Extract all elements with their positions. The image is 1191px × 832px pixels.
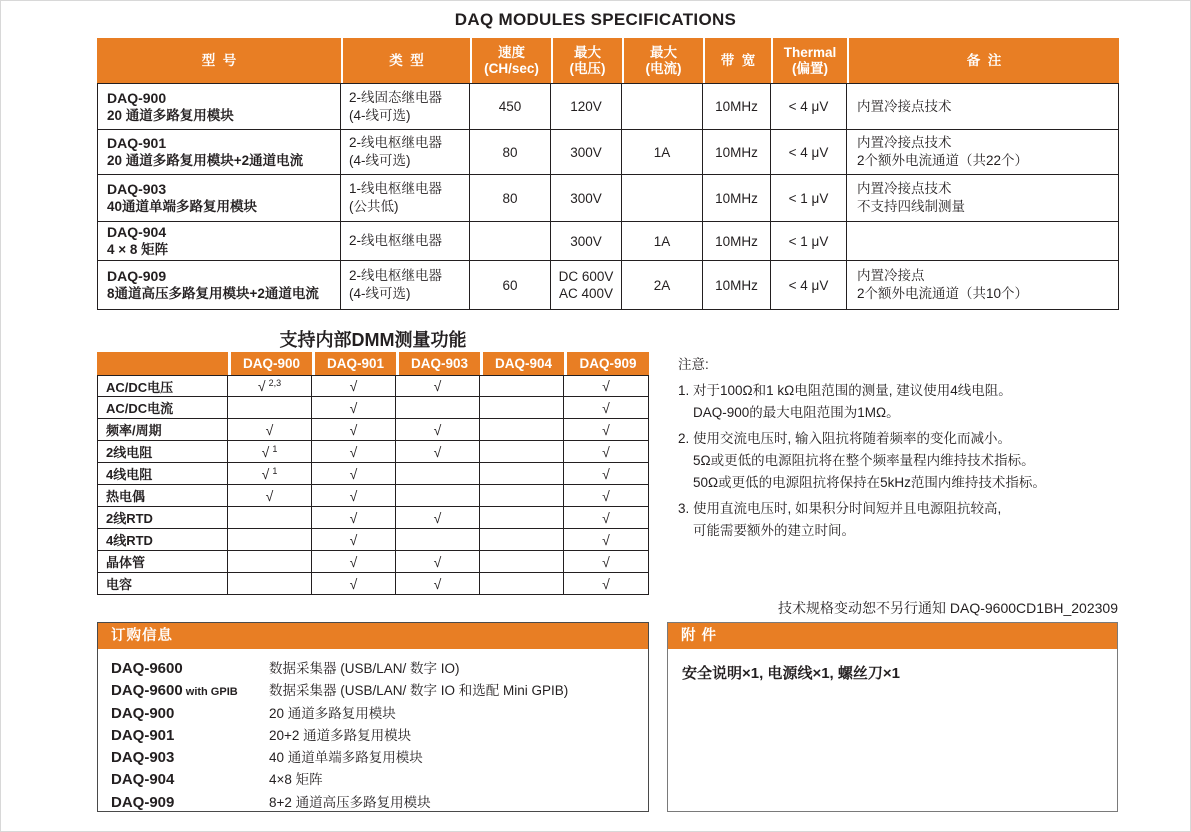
dmm-function-label: AC/DC电流	[97, 397, 228, 419]
remark-line: 不支持四线制测量	[857, 199, 965, 214]
relay-type-line: 2-线电枢继电器	[349, 268, 443, 283]
check-mark: √	[602, 531, 610, 548]
remark-line: 内置冷接点技术	[857, 181, 952, 196]
model-name: DAQ-903	[107, 181, 167, 197]
speed-cell: 60	[470, 261, 551, 310]
dmm-row	[97, 551, 649, 573]
dmm-check-cell	[312, 463, 396, 485]
order-description: 数据采集器 (USB/LAN/ 数字 IO)	[269, 661, 460, 676]
spec-column-header-line: 速度	[498, 44, 525, 60]
model-description: 20 通道多路复用模块+2通道电流	[107, 153, 304, 168]
dmm-column-header: DAQ-901	[312, 352, 396, 375]
order-model-name: DAQ-9600	[111, 660, 183, 677]
max-current-cell: 2A	[622, 261, 703, 310]
order-model-name: DAQ-909	[111, 793, 175, 811]
spec-column-header	[771, 38, 847, 83]
ordering-info-box	[97, 622, 649, 812]
spec-row	[97, 222, 1119, 261]
spec-column-header-line: 型 号	[201, 52, 237, 68]
order-model-name: DAQ-903	[111, 749, 175, 767]
model-name: DAQ-901	[107, 135, 167, 151]
dmm-table-title: 支持内部DMM测量功能	[279, 330, 467, 350]
dmm-check-cell	[396, 397, 480, 419]
dmm-function-label: 电容	[97, 573, 228, 595]
dmm-check-cell	[228, 463, 312, 485]
thermal-cell: < 4 μV	[771, 130, 847, 175]
order-item	[111, 791, 648, 813]
dmm-check-cell	[396, 551, 480, 573]
dmm-check-cell	[480, 485, 564, 507]
relay-type-line: 2-线电枢继电器	[349, 233, 443, 248]
remark-line: 内置冷接点	[857, 268, 925, 283]
bandwidth-cell: 10MHz	[703, 175, 771, 222]
dmm-check-cell	[312, 485, 396, 507]
thermal-cell: < 1 μV	[771, 222, 847, 261]
check-mark: √	[433, 575, 442, 592]
order-description: 40 通道单端多路复用模块	[269, 750, 423, 766]
relay-type-line: (4-线可选)	[349, 107, 411, 123]
check-mark: √	[433, 553, 442, 570]
spec-column-header	[341, 38, 470, 83]
check-mark: √	[602, 399, 610, 416]
order-item	[111, 657, 648, 679]
remarks-cell	[847, 222, 1119, 261]
relay-type-cell	[341, 175, 470, 222]
model-cell	[97, 130, 341, 175]
relay-type-line: 2-线电枢继电器	[349, 135, 443, 150]
spec-column-header-line: (电压)	[569, 60, 606, 76]
check-mark: √	[602, 487, 610, 504]
max-voltage-line: 300V	[570, 144, 602, 160]
spec-column-header	[551, 38, 622, 83]
dmm-function-label: 晶体管	[97, 551, 228, 573]
spec-row	[97, 261, 1119, 310]
spec-column-header-line: Thermal	[783, 44, 837, 60]
check-mark: √	[349, 443, 358, 460]
relay-type-line: (4-线可选)	[349, 286, 411, 301]
check-mark: √	[265, 487, 274, 504]
remarks-cell	[847, 83, 1119, 130]
order-item	[111, 702, 648, 724]
bandwidth-cell: 10MHz	[703, 222, 771, 261]
dmm-check-cell	[312, 573, 396, 595]
spec-column-header	[622, 38, 703, 83]
spec-column-header-line: 最大	[574, 44, 601, 60]
speed-cell: 450	[470, 83, 551, 130]
dmm-check-cell	[564, 375, 649, 397]
check-mark: √	[265, 421, 274, 438]
relay-type-cell	[341, 83, 470, 130]
check-mark: √	[433, 421, 442, 438]
relay-type-line: 2-线固态继电器	[349, 89, 443, 105]
dmm-check-cell	[228, 507, 312, 529]
note-line: 50Ω或更低的电源阻抗将保持在5kHz范围内维持技术指标。	[693, 475, 1046, 490]
order-item	[111, 746, 648, 768]
model-description: 4 × 8 矩阵	[107, 242, 169, 257]
check-mark: √	[602, 509, 610, 526]
dmm-function-label: 4线电阻	[97, 463, 228, 485]
check-mark: √	[602, 421, 610, 438]
accessories-header: 附 件	[668, 623, 1117, 649]
check-mark: √	[433, 509, 442, 526]
dmm-check-cell	[228, 551, 312, 573]
order-model	[111, 794, 269, 812]
note-item	[678, 498, 1130, 542]
dmm-row	[97, 507, 649, 529]
spec-table-header	[97, 38, 1119, 83]
dmm-row	[97, 485, 649, 507]
dmm-check-cell	[480, 507, 564, 529]
dmm-corner-cell	[97, 352, 228, 375]
spec-row	[97, 83, 1119, 130]
remarks-cell	[847, 261, 1119, 310]
spec-row	[97, 175, 1119, 222]
order-item	[111, 679, 648, 701]
max-voltage-line: DC 600V	[558, 269, 614, 284]
relay-type-cell	[341, 222, 470, 261]
spec-column-header-line: (CH/sec)	[484, 60, 539, 76]
check-mark: √	[433, 378, 442, 394]
daq-spec-table	[97, 38, 1119, 310]
dmm-column-header: DAQ-903	[396, 352, 480, 375]
dmm-check-cell	[312, 507, 396, 529]
dmm-row	[97, 463, 649, 485]
check-footnote: 2,3	[268, 378, 282, 388]
spec-column-header-line: (电流)	[645, 60, 682, 76]
dmm-function-label: 热电偶	[97, 485, 228, 507]
dmm-column-header: DAQ-904	[480, 352, 564, 375]
check-mark: √	[602, 465, 610, 482]
dmm-function-label: 频率/周期	[97, 419, 228, 441]
check-mark: √	[602, 575, 610, 592]
check-mark: √	[349, 531, 358, 548]
order-model-suffix: with GPIB	[182, 686, 238, 699]
check-mark: √	[602, 378, 610, 394]
order-model-name: DAQ-900	[111, 704, 175, 722]
check-mark: √	[349, 575, 358, 592]
model-cell	[97, 83, 341, 130]
note-item	[678, 380, 1130, 424]
check-mark: √	[261, 443, 270, 460]
dmm-check-cell	[396, 573, 480, 595]
check-mark: √	[349, 465, 358, 482]
dmm-check-cell	[312, 419, 396, 441]
dmm-check-cell	[312, 375, 396, 397]
dmm-check-cell	[480, 463, 564, 485]
dmm-check-cell	[480, 375, 564, 397]
speed-cell: 80	[470, 175, 551, 222]
max-voltage-cell	[551, 83, 622, 130]
order-description: 20+2 通道多路复用模块	[269, 727, 412, 743]
remark-line: 2个额外电流通道（共10个）	[857, 286, 1029, 301]
spec-column-header	[97, 38, 341, 83]
spec-column-header-line: 备 注	[966, 52, 1002, 68]
model-cell	[97, 222, 341, 261]
dmm-function-label: 2线电阻	[97, 441, 228, 463]
dmm-check-cell	[480, 441, 564, 463]
spec-column-header	[470, 38, 551, 83]
speed-cell: 80	[470, 130, 551, 175]
dmm-function-label: 2线RTD	[97, 507, 228, 529]
spec-column-header-line: 带 宽	[720, 52, 756, 68]
dmm-check-cell	[396, 529, 480, 551]
check-footnote: 1	[272, 443, 278, 454]
spec-column-header	[847, 38, 1119, 83]
relay-type-line: (4-线可选)	[349, 153, 411, 168]
dmm-check-cell	[564, 573, 649, 595]
dmm-column-header: DAQ-900	[228, 352, 312, 375]
spec-column-header-line: 最大	[650, 44, 677, 60]
dmm-check-cell	[480, 397, 564, 419]
model-cell	[97, 261, 341, 310]
dmm-check-cell	[228, 485, 312, 507]
check-mark: √	[349, 509, 358, 526]
remark-line: 内置冷接点技术	[857, 135, 952, 150]
order-model	[111, 727, 269, 745]
max-voltage-cell	[551, 175, 622, 222]
accessories-content: 安全说明×1, 电源线×1, 螺丝刀×1	[682, 665, 900, 682]
model-name: DAQ-909	[107, 268, 167, 284]
dmm-check-cell	[564, 441, 649, 463]
remarks-cell	[847, 130, 1119, 175]
dmm-check-cell	[312, 551, 396, 573]
dmm-check-cell	[312, 441, 396, 463]
dmm-table-header	[97, 352, 649, 375]
dmm-check-cell	[228, 397, 312, 419]
dmm-row	[97, 375, 649, 397]
order-model	[111, 749, 269, 767]
dmm-check-cell	[396, 485, 480, 507]
bandwidth-cell: 10MHz	[703, 130, 771, 175]
max-voltage-line: AC 400V	[558, 286, 614, 301]
dmm-check-cell	[228, 573, 312, 595]
order-item	[111, 724, 648, 746]
thermal-cell: < 4 μV	[771, 83, 847, 130]
relay-type-line: (公共低)	[349, 199, 399, 214]
dmm-check-cell	[396, 419, 480, 441]
max-voltage-cell	[551, 261, 622, 310]
max-voltage-line: 300V	[570, 190, 602, 206]
spec-row	[97, 130, 1119, 175]
max-voltage-cell	[551, 222, 622, 261]
dmm-function-label: 4线RTD	[97, 529, 228, 551]
dmm-check-cell	[564, 397, 649, 419]
dmm-check-cell	[228, 441, 312, 463]
model-description: 8通道高压多路复用模块+2通道电流	[107, 286, 319, 301]
check-mark: √	[349, 421, 358, 438]
order-model-name: DAQ-901	[111, 726, 175, 744]
notes-section	[678, 354, 1130, 542]
check-mark: √	[349, 399, 358, 416]
order-model	[111, 660, 269, 678]
thermal-cell: < 1 μV	[771, 175, 847, 222]
order-description: 8+2 通道高压多路复用模块	[269, 794, 431, 810]
dmm-function-label: AC/DC电压	[97, 375, 228, 397]
dmm-row	[97, 573, 649, 595]
dmm-check-cell	[228, 419, 312, 441]
model-cell	[97, 175, 341, 222]
ordering-info-header: 订购信息	[98, 623, 648, 649]
spec-column-header-line: (偏置)	[792, 60, 828, 76]
order-model-name: DAQ-9600	[111, 682, 183, 700]
bandwidth-cell: 10MHz	[703, 83, 771, 130]
max-current-cell: 1A	[622, 130, 703, 175]
model-name: DAQ-900	[107, 89, 167, 106]
order-description: 20 通道多路复用模块	[269, 705, 396, 721]
dmm-row	[97, 397, 649, 419]
check-mark: √	[349, 553, 358, 570]
dmm-row	[97, 441, 649, 463]
model-description: 40通道单端多路复用模块	[107, 199, 258, 214]
relay-type-cell	[341, 261, 470, 310]
accessories-box	[667, 622, 1118, 812]
order-model	[111, 771, 269, 789]
dmm-check-cell	[564, 419, 649, 441]
dmm-function-table	[97, 352, 649, 595]
order-model	[111, 682, 269, 700]
dmm-row	[97, 529, 649, 551]
dmm-row	[97, 419, 649, 441]
remarks-cell	[847, 175, 1119, 222]
dmm-check-cell	[480, 573, 564, 595]
relay-type-cell	[341, 130, 470, 175]
dmm-check-cell	[564, 485, 649, 507]
dmm-check-cell	[564, 551, 649, 573]
relay-type-line: 1-线电枢继电器	[349, 181, 443, 196]
check-mark: √	[349, 487, 358, 504]
model-description: 20 通道多路复用模块	[107, 107, 234, 123]
check-mark: √	[433, 443, 442, 460]
dmm-check-cell	[396, 441, 480, 463]
dmm-check-cell	[312, 529, 396, 551]
dmm-check-cell	[312, 397, 396, 419]
check-mark: √	[257, 378, 266, 394]
order-model	[111, 705, 269, 723]
max-current-cell	[622, 175, 703, 222]
dmm-check-cell	[396, 507, 480, 529]
dmm-check-cell	[480, 551, 564, 573]
note-line: 2. 使用交流电压时, 输入阻抗将随着频率的变化而减小。	[678, 431, 1012, 446]
max-voltage-cell	[551, 130, 622, 175]
check-footnote: 1	[272, 465, 278, 476]
dmm-check-cell	[228, 375, 312, 397]
thermal-cell: < 4 μV	[771, 261, 847, 310]
check-mark: √	[349, 378, 358, 394]
note-line: 3. 使用直流电压时, 如果积分时间短并且电源阻抗较高,	[678, 501, 1002, 516]
note-item	[678, 428, 1130, 494]
dmm-check-cell	[396, 463, 480, 485]
dmm-check-cell	[564, 507, 649, 529]
check-mark: √	[602, 443, 610, 460]
order-item	[111, 768, 648, 790]
check-mark: √	[261, 465, 270, 482]
check-mark: √	[602, 553, 610, 570]
dmm-check-cell	[396, 375, 480, 397]
order-description: 数据采集器 (USB/LAN/ 数字 IO 和选配 Mini GPIB)	[269, 683, 569, 699]
remark-line: 内置冷接点技术	[857, 98, 952, 114]
max-voltage-line: 300V	[570, 233, 602, 249]
note-line: 1. 对于100Ω和1 kΩ电阻范围的测量, 建议使用4线电阻。	[678, 383, 1012, 398]
notes-title: 注意:	[678, 357, 709, 372]
dmm-check-cell	[564, 529, 649, 551]
dmm-check-cell	[480, 419, 564, 441]
order-description: 4×8 矩阵	[269, 772, 323, 788]
note-line: 5Ω或更低的电源阻抗将在整个频率量程内维持技术指标。	[693, 453, 1035, 468]
max-current-cell: 1A	[622, 222, 703, 261]
model-name: DAQ-904	[107, 224, 167, 240]
speed-cell	[470, 222, 551, 261]
spec-column-header	[703, 38, 771, 83]
dmm-check-cell	[480, 529, 564, 551]
spec-change-notice: 技术规格变动恕不另行通知 DAQ-9600CD1BH_202309	[778, 600, 1118, 616]
bandwidth-cell: 10MHz	[703, 261, 771, 310]
max-current-cell	[622, 83, 703, 130]
note-line: DAQ-900的最大电阻范围为1MΩ。	[693, 405, 900, 420]
note-line: 可能需要额外的建立时间。	[693, 523, 855, 538]
spec-column-header-line: 类 型	[389, 52, 424, 68]
max-voltage-line: 120V	[570, 99, 602, 114]
dmm-check-cell	[228, 529, 312, 551]
dmm-column-header: DAQ-909	[564, 352, 649, 375]
dmm-check-cell	[564, 463, 649, 485]
order-model-name: DAQ-904	[111, 771, 175, 789]
page-title: DAQ MODULES SPECIFICATIONS	[454, 10, 737, 29]
remark-line: 2个额外电流通道（共22个）	[857, 153, 1029, 168]
